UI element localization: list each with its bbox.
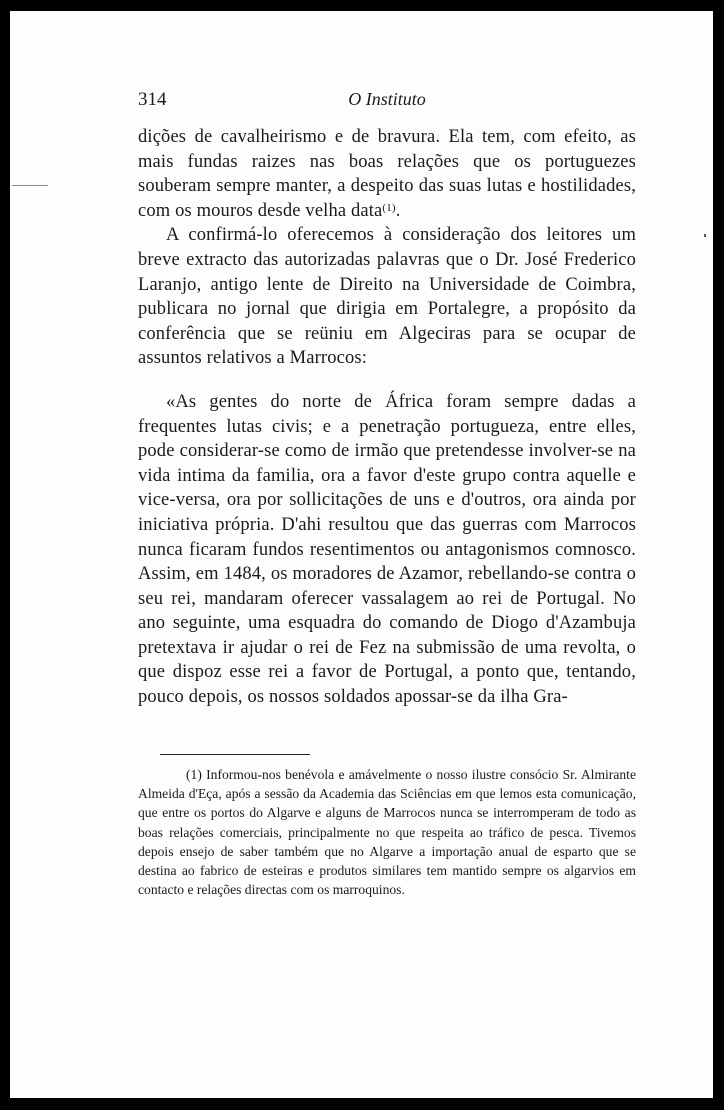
sentence-end: . [395,200,401,221]
scan-mark [12,185,48,186]
paragraph-continuation [138,125,636,223]
footnote-text: Informou-nos benévola e amávelmente o nosso ilustre consócio Sr. Almirante Almeida d'Eça, após a sessão da Academia das Sciências em que lemos esta comunicação, que entre os portos do Algarve e alguns de Marrocos nunca se interromperam de todo as boas relações comerciais, principalmente no que respeita ao tráfico de pesca. Tivemos depois ensejo de saber também que no Algarve a importação anual de esparto que se destina ao fabrico de esteiras e produtos similares tem mantido sempre os algarvios em contacto e relações directas com os marroquinos. [138,767,636,898]
footnote-reference: (1) [382,201,396,214]
running-title: O Instituto [348,89,426,109]
paragraph-intro: A confirmá-lo oferecemos à consideração dos leitores um breve extracto das autorizadas palavras que o Dr. José Frederico Laranjo, antigo lente de Direito na Universidade de Coimbra, publicara no jornal que dirigia em Portalegre, a propósito da conferência que se reüniu em Algeciras para se ocupar de assuntos relativos a Marrocos: [138,225,636,369]
body-text [138,125,636,710]
footnote-separator [160,754,310,755]
quoted-passage: «As gentes do norte de África foram sempre dadas a frequentes lutas civis; e a penetração portugueza, entre elles, pode considerar-se como de irmão que pretendesse involver-se na vida intima da familia, ora a favor d'este grupo contra aquelle e vice-versa, ora por sollicitações de uns e d'outros, ora ainda por iniciativa própria. D'ahi resultou que das guerras com Marrocos nunca ficaram fundos resentimentos ou antagonismos comnosco. Assim, em 1484, os moradores de Azamor, rebellando-se contra o seu rei, mandaram oferecer vassalagem ao rei de Portugal. No ano seguinte, uma esquadra do comando de Diogo d'Azambuja pretextava ir ajudar o rei de Fez na submissão de uma revolta, o que dispoz esse rei a favor de Portugal, a ponto que, tentando, pouco depois, os nossos soldados apossar-se da ilha Gra- [138,391,636,708]
running-header [138,89,636,117]
footnote [138,765,636,899]
footnote-marker: (1) [186,767,202,782]
scan-speck [704,234,706,237]
paragraph-text: dições de cavalheirismo e de bravura. Ela tem, com efeito, as mais fundas raizes nas boas relações que os portuguezes souberam sempre manter, a despeito das suas lutas e hostilidades, com os mouros desde velha data [138,127,636,221]
page-number: 314 [138,89,167,110]
book-page [10,11,713,1098]
